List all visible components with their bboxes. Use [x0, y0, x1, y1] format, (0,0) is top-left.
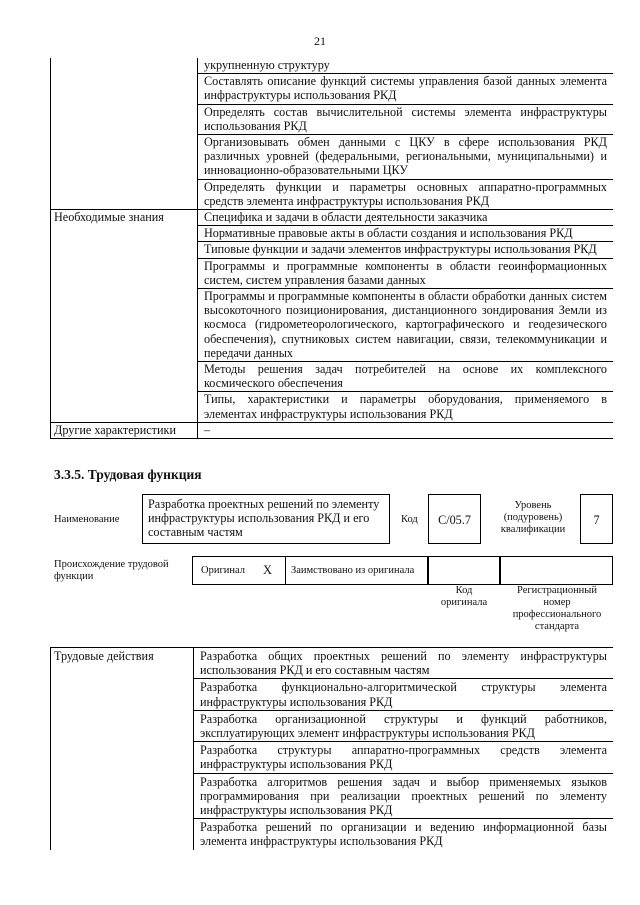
table-cell: Специфика и задачи в области деятельности заказчика [198, 210, 614, 226]
page-number: 21 [314, 34, 326, 48]
code-label: Код [401, 514, 418, 525]
table-cell: Типы, характеристики и параметры оборудования, применяемого в элементах инфраструктуры использования РКД [198, 392, 614, 422]
table-cell: Определять состав вычислительной системы элемента инфраструктуры использования РКД [198, 104, 614, 134]
table-cell: Типовые функции и задачи элементов инфраструктуры использования РКД [198, 242, 614, 258]
origin-code-label: Код оригинала [440, 585, 488, 608]
actions-label: Трудовые действия [51, 648, 194, 850]
table-cell: Программы и программные компоненты в области обработки данных систем высокоточного позиционирования, дистанционного зондирования Земли из космоса (гидрометеорологического, картографического и геодезического обеспечения), спутниковых систем навигации, связи, телекоммуникации и передачи данных [198, 289, 614, 362]
table-cell: Нормативные правовые акты в области создания и использования РКД [198, 226, 614, 242]
original-mark: X [263, 563, 273, 577]
origin-label: Происхождение трудовой функции [54, 559, 169, 582]
table-cell: Разработка функционально-алгоритмической структуры элемента инфраструктуры использования РКД [194, 679, 614, 710]
other-characteristics-label: Другие характеристики [51, 422, 198, 438]
table-cell: Разработка решений по организации и ведению информационной базы элемента инфраструктуры использования РКД [200, 820, 607, 849]
level-label: Уровень (подуровень) квалификации [500, 500, 566, 535]
level-box: 7 [580, 494, 613, 544]
origin-reg-label: Регистрационный номер профессионального стандарта [512, 585, 602, 632]
table-cell: Разработка структуры аппаратно-программных средств элемента инфраструктуры использования РКД [194, 742, 614, 773]
knowledge-label: Необходимые знания [51, 210, 198, 423]
table-cell: Методы решения задач потребителей на основе их комплексного космического обеспечения [198, 362, 614, 392]
origin-divider [285, 557, 286, 584]
origin-reg-box [500, 556, 613, 585]
code-box: C/05.7 [428, 494, 481, 544]
table-cell: Разработка алгоритмов решения задач и выбор применяемых языков программирования при реализации проектных решений по элементу инфраструктуры использования РКД [194, 773, 614, 819]
table-cell: Программы и программные компоненты в области геоинформационных систем, систем управления базами данных [198, 258, 614, 288]
table-cell: укрупненную структуру [198, 58, 614, 74]
name-label: Наименование [54, 514, 120, 525]
knowledge-table [50, 58, 613, 439]
table-cell: Организовывать обмен данными с ЦКУ в сфере использования РКД различных уровней (федеральными, региональными, муниципальными) и инновационно-образовательными ЦКУ [198, 135, 614, 180]
skills-label-cell [51, 58, 198, 210]
borrowed-label: Заимствовано из оригинала [291, 565, 415, 576]
original-label: Оригинал [201, 565, 245, 576]
function-name-box: Разработка проектных решений по элементу инфраструктуры использования РКД и его составным частям [142, 494, 390, 544]
table-cell: Определять функции и параметры основных аппаратно-программных средств элемента инфраструктуры использования РКД [198, 179, 614, 209]
table-cell: Разработка организационной структуры и функций работников, эксплуатирующих элемент инфраструктуры использования РКД [194, 710, 614, 741]
other-characteristics-value: – [198, 422, 614, 438]
section-title: 3.3.5. Трудовая функция [54, 467, 202, 482]
origin-code-box [428, 556, 500, 585]
origin-box [192, 556, 428, 585]
actions-table [50, 647, 613, 850]
table-cell: Составлять описание функций системы управления базой данных элемента инфраструктуры использования РКД [198, 74, 614, 104]
table-cell: Разработка общих проектных решений по элементу инфраструктуры использования РКД и его составным частям [194, 648, 614, 679]
